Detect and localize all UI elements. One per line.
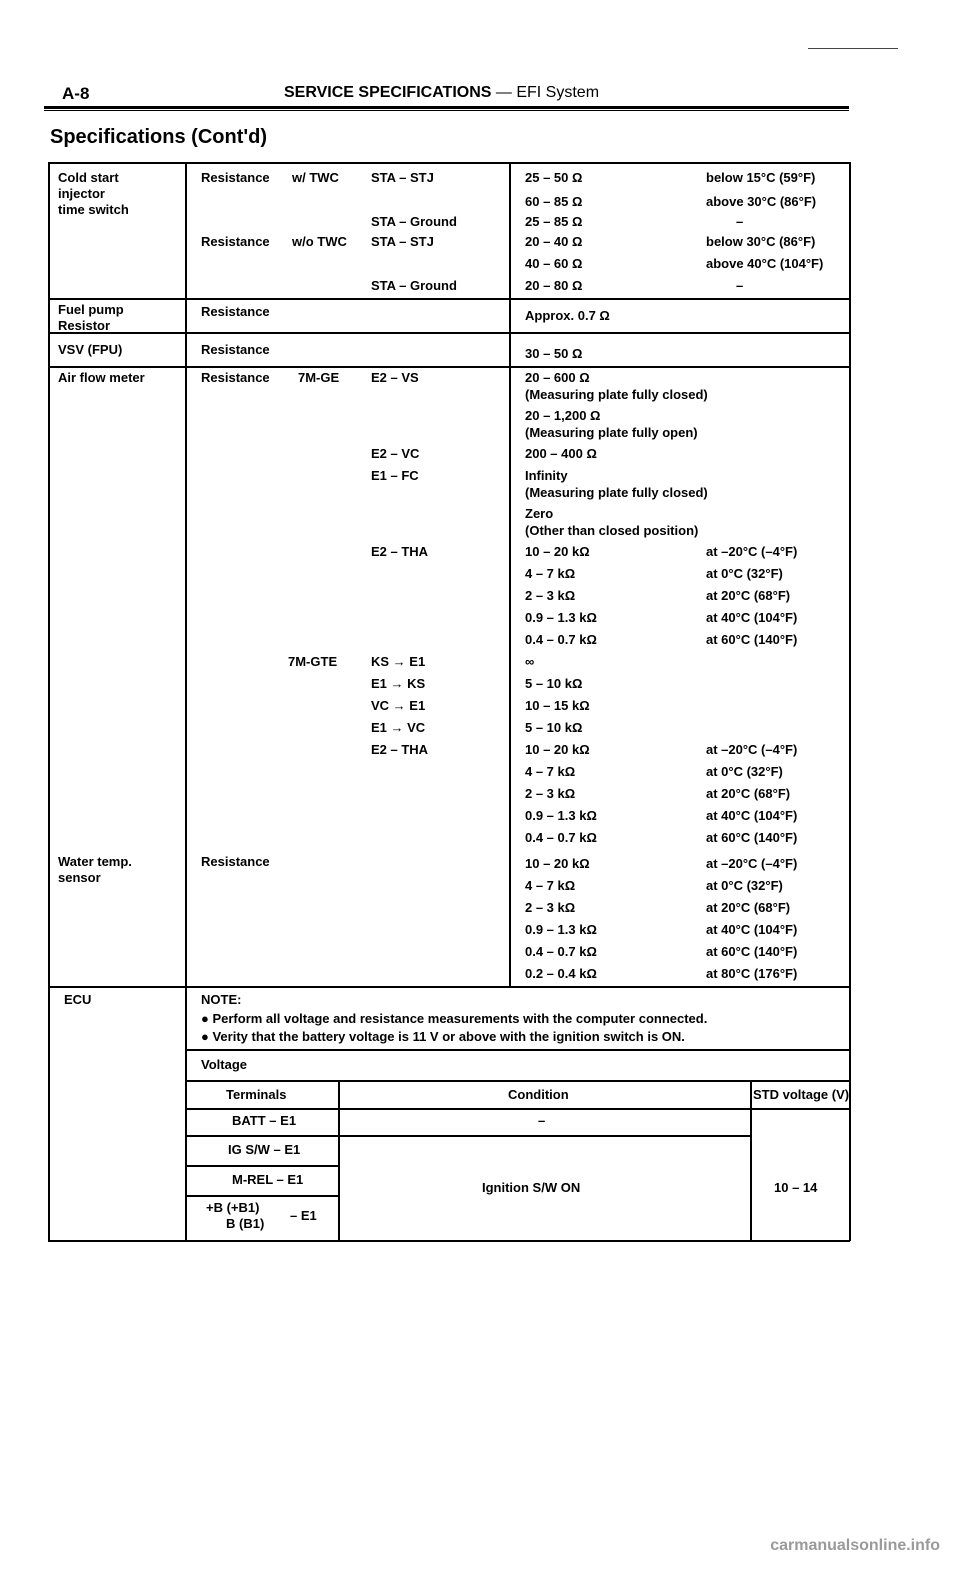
- top-corner-rule: [808, 48, 898, 49]
- vtable-condition-dash: –: [538, 1113, 546, 1128]
- row-divider-1: [48, 298, 850, 300]
- vtable-terminal: BATT – E1: [232, 1113, 297, 1128]
- spec-value: 0.9 – 1.3 kΩ: [525, 808, 597, 823]
- param-resistance: Resistance: [201, 170, 270, 185]
- condition-label: 7M-GTE: [288, 654, 338, 669]
- spec-value: 20 – 1,200 Ω: [525, 408, 601, 423]
- note-bullet: ● Verity that the battery voltage is 11 V or above with the ignition switch is ON.: [201, 1029, 685, 1044]
- spec-value: 25 – 50 Ω: [525, 170, 583, 185]
- item-ecu: ECU: [64, 992, 92, 1007]
- vtable-header-condition: Condition: [508, 1087, 569, 1102]
- spec-value: 10 – 15 kΩ: [525, 698, 590, 713]
- vtable-header-terminals: Terminals: [226, 1087, 287, 1102]
- spec-value: 10 – 20 kΩ: [525, 742, 590, 757]
- spec-value: 2 – 3 kΩ: [525, 786, 576, 801]
- spec-note: at 80°C (176°F): [706, 966, 798, 981]
- header-subtitle: EFI System: [516, 84, 600, 101]
- terminal-label: STA – STJ: [371, 170, 434, 185]
- spec-note: –: [736, 214, 744, 229]
- spec-value: 20 – 40 Ω: [525, 234, 583, 249]
- spec-value: 30 – 50 Ω: [525, 346, 583, 361]
- spec-value: 10 – 20 kΩ: [525, 856, 590, 871]
- spec-note: at 20°C (68°F): [706, 900, 791, 915]
- spec-note: at –20°C (–4°F): [706, 856, 798, 871]
- header-rule: [44, 106, 849, 109]
- spec-note: (Other than closed position): [525, 523, 699, 538]
- spec-value: 0.4 – 0.7 kΩ: [525, 830, 597, 845]
- terminal-label: STA – STJ: [371, 234, 434, 249]
- voltage-label: Voltage: [201, 1057, 247, 1072]
- terminal-label: STA – Ground: [371, 214, 457, 229]
- vtable-terminal-suffix: – E1: [290, 1208, 317, 1223]
- terminal-label: E2 – THA: [371, 544, 429, 559]
- terminal-label: STA – Ground: [371, 278, 457, 293]
- row-divider-2: [48, 332, 850, 334]
- spec-note: at 40°C (104°F): [706, 922, 798, 937]
- spec-note: at –20°C (–4°F): [706, 544, 798, 559]
- vtable-col-1: [338, 1080, 340, 1241]
- condition-label: 7M-GE: [298, 370, 340, 385]
- spec-value: 0.4 – 0.7 kΩ: [525, 944, 597, 959]
- spec-value: 40 – 60 Ω: [525, 256, 583, 271]
- vtable-row-divider-1: [185, 1135, 750, 1137]
- spec-value: 0.9 – 1.3 kΩ: [525, 922, 597, 937]
- spec-note: at 0°C (32°F): [706, 878, 783, 893]
- spec-value: 2 – 3 kΩ: [525, 900, 576, 915]
- table-border-left: [48, 162, 50, 1241]
- spec-note: at 20°C (68°F): [706, 786, 791, 801]
- item-cold-start-injector: Cold start injector time switch: [58, 170, 129, 217]
- spec-note: (Measuring plate fully closed): [525, 387, 708, 402]
- spec-note: below 15°C (59°F): [706, 170, 816, 185]
- spec-value: 0.4 – 0.7 kΩ: [525, 632, 597, 647]
- vtable-col-2: [750, 1080, 752, 1241]
- table-border-bottom: [48, 1240, 850, 1242]
- spec-note: at 60°C (140°F): [706, 944, 798, 959]
- section-title: Specifications (Cont'd): [50, 126, 267, 148]
- terminal-label: E2 – VS: [371, 370, 419, 385]
- spec-note: at 60°C (140°F): [706, 830, 798, 845]
- spec-value: 2 – 3 kΩ: [525, 588, 576, 603]
- vtable-std-voltage: 10 – 14: [774, 1180, 818, 1195]
- param-resistance: Resistance: [201, 370, 270, 385]
- spec-value: Approx. 0.7 Ω: [525, 308, 610, 323]
- condition-label: w/ TWC: [292, 170, 339, 185]
- spec-value: Zero: [525, 506, 554, 521]
- param-resistance: Resistance: [201, 342, 270, 357]
- spec-value: 4 – 7 kΩ: [525, 764, 576, 779]
- row-divider-4: [48, 986, 850, 988]
- spec-note: above 30°C (86°F): [706, 194, 817, 209]
- header-title: SERVICE SPECIFICATIONS: [284, 84, 492, 101]
- param-resistance: Resistance: [201, 304, 270, 319]
- vtable-terminal: B (B1): [226, 1216, 265, 1231]
- spec-value: 60 – 85 Ω: [525, 194, 583, 209]
- param-resistance: Resistance: [201, 234, 270, 249]
- spec-value: 0.2 – 0.4 kΩ: [525, 966, 597, 981]
- spec-value: 0.9 – 1.3 kΩ: [525, 610, 597, 625]
- row-divider-5: [185, 1049, 850, 1051]
- row-divider-3: [48, 366, 850, 368]
- spec-value: 20 – 600 Ω: [525, 370, 590, 385]
- condition-label: w/o TWC: [292, 234, 347, 249]
- page-header-title: [284, 84, 599, 102]
- item-fuel-pump-resistor: Fuel pump Resistor: [58, 302, 124, 333]
- footer-watermark: carmanualsonline.info: [770, 1537, 940, 1554]
- param-resistance: Resistance: [201, 854, 270, 869]
- spec-value: 5 – 10 kΩ: [525, 720, 583, 735]
- item-vsv-fpu: VSV (FPU): [58, 342, 123, 357]
- spec-note: at 60°C (140°F): [706, 632, 798, 647]
- terminal-label: E1 → VC: [371, 720, 426, 735]
- spec-note: (Measuring plate fully open): [525, 425, 698, 440]
- spec-note: at 40°C (104°F): [706, 808, 798, 823]
- header-separator: —: [491, 84, 517, 101]
- terminal-label: KS → E1: [371, 654, 426, 669]
- vtable-row-divider-2: [185, 1165, 338, 1167]
- spec-value: 4 – 7 kΩ: [525, 878, 576, 893]
- table-border-top: [48, 162, 850, 164]
- vtable-terminal: +B (+B1): [206, 1200, 260, 1215]
- spec-value: 10 – 20 kΩ: [525, 544, 590, 559]
- terminal-label: E1 – FC: [371, 468, 419, 483]
- note-bullet: ● Perform all voltage and resistance measurements with the computer connected.: [201, 1011, 708, 1026]
- spec-value: 4 – 7 kΩ: [525, 566, 576, 581]
- terminal-label: E2 – THA: [371, 742, 429, 757]
- vtable-header-divider: [185, 1108, 850, 1110]
- header-rule-thin: [44, 110, 849, 111]
- spec-note: (Measuring plate fully closed): [525, 485, 708, 500]
- terminal-label: E2 – VC: [371, 446, 420, 461]
- spec-note: –: [736, 278, 744, 293]
- vtable-condition: Ignition S/W ON: [482, 1180, 581, 1195]
- spec-note: at –20°C (–4°F): [706, 742, 798, 757]
- terminal-label: E1 → KS: [371, 676, 426, 691]
- vtable-terminal: M-REL – E1: [232, 1172, 304, 1187]
- spec-note: below 30°C (86°F): [706, 234, 816, 249]
- spec-note: above 40°C (104°F): [706, 256, 824, 271]
- item-air-flow-meter: Air flow meter: [58, 370, 145, 385]
- spec-note: at 0°C (32°F): [706, 566, 783, 581]
- spec-value: 25 – 85 Ω: [525, 214, 583, 229]
- spec-value: 20 – 80 Ω: [525, 278, 583, 293]
- spec-value: ∞: [525, 654, 535, 669]
- note-label: NOTE:: [201, 992, 242, 1007]
- spec-note: at 40°C (104°F): [706, 610, 798, 625]
- vtable-terminal: IG S/W – E1: [228, 1142, 301, 1157]
- spec-note: at 0°C (32°F): [706, 764, 783, 779]
- spec-value: Infinity: [525, 468, 568, 483]
- vtable-row-divider-3: [185, 1195, 338, 1197]
- page-number: A-8: [62, 84, 90, 103]
- item-water-temp-sensor: Water temp. sensor: [58, 854, 132, 885]
- spec-value: 200 – 400 Ω: [525, 446, 597, 461]
- col-divider-spec: [509, 162, 511, 986]
- spec-value: 5 – 10 kΩ: [525, 676, 583, 691]
- terminal-label: VC → E1: [371, 698, 426, 713]
- spec-note: at 20°C (68°F): [706, 588, 791, 603]
- vtable-header-std-voltage: STD voltage (V): [753, 1087, 850, 1102]
